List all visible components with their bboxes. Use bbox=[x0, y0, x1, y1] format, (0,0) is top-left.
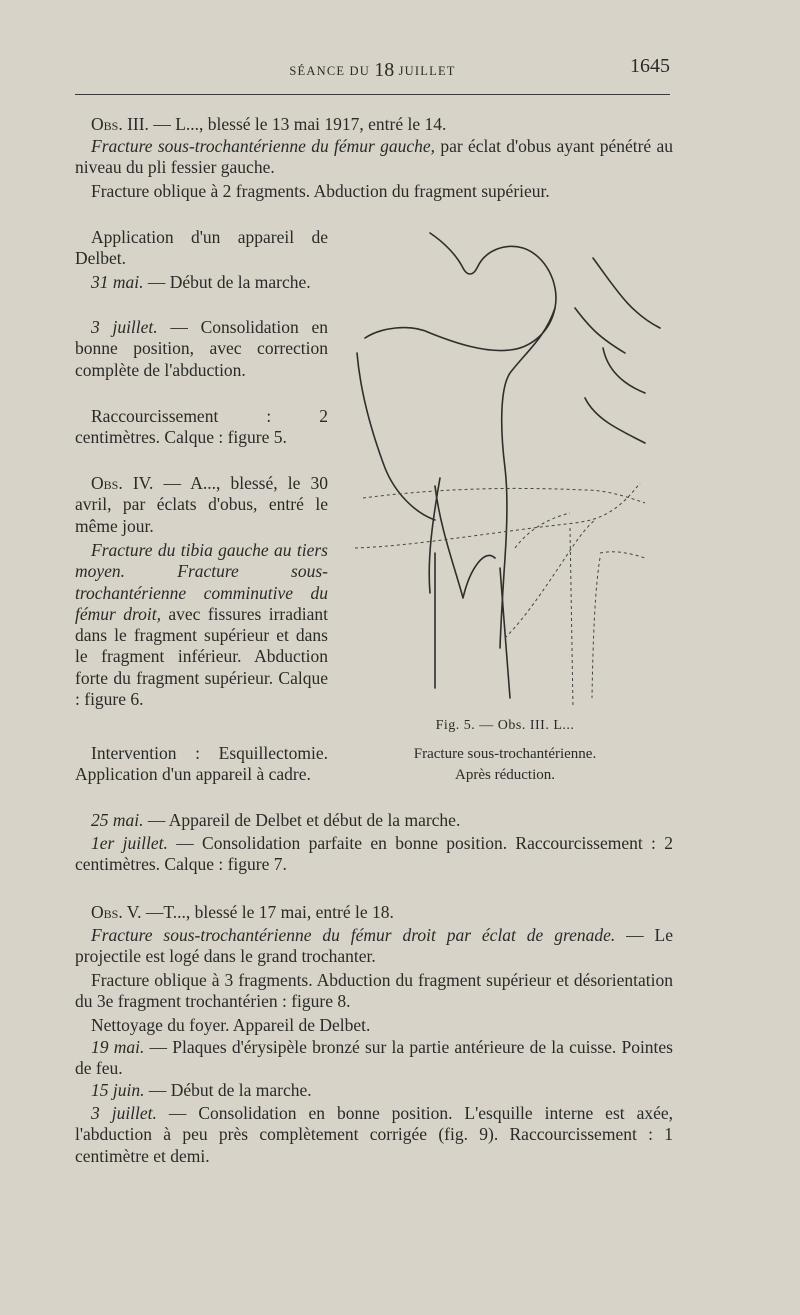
obs4-para-3-rest: — Appareil de Delbet et début de la marche. bbox=[143, 810, 461, 830]
running-title-b: JUILLET bbox=[394, 64, 456, 78]
obs3-para-1-rest: par éclat d'obus ayant pénétré au niveau du pli fessier gauche. bbox=[75, 136, 673, 178]
lower-shaft-right bbox=[500, 568, 510, 698]
running-title-a: SÉANCE DU bbox=[289, 64, 375, 78]
projection-line-6 bbox=[592, 558, 600, 698]
obs5-diagnosis: Fracture sous-trochantérienne du fémur droit par éclat de grenade. bbox=[91, 925, 616, 945]
acetabulum-arc-1 bbox=[593, 258, 660, 328]
obs3-para-5-rest: — Consolidation en bonne position, avec correction complète de l'abduction. bbox=[75, 317, 329, 380]
obs5-para-5-rest: — Début de la marche. bbox=[144, 1080, 312, 1100]
running-header bbox=[75, 55, 670, 81]
obs5-para-6-rest: — Consolidation en bonne position. L'esquille interne est axée, l'abduction à peu près complètement corrigée (fig. 9). Raccourcissement : 1 centimètre et demi. bbox=[75, 1103, 674, 1166]
obs5-para-3: Nettoyage du foyer. Appareil de Delbet. bbox=[91, 1015, 371, 1035]
obs3-para-5 bbox=[75, 317, 328, 381]
obs3-para-1 bbox=[75, 136, 673, 179]
obs3-date-2: 3 juillet. bbox=[91, 317, 158, 337]
acetabulum-arc-3 bbox=[603, 348, 645, 393]
obs5-para-5 bbox=[75, 1080, 673, 1101]
projection-line-7 bbox=[600, 552, 645, 558]
obs4-date-1: 25 mai. bbox=[91, 810, 144, 830]
obs4-para-2: Intervention : Esquillectomie. Application d'un appareil à cadre. bbox=[75, 743, 328, 785]
obs3-date-1: 31 mai. bbox=[91, 272, 144, 292]
obs3-para-2: Fracture oblique à 2 fragments. Abduction du fragment supérieur. bbox=[91, 181, 550, 201]
obs5-date-2: 15 juin. bbox=[91, 1080, 145, 1100]
header-rule bbox=[75, 94, 670, 95]
obs4-para-4 bbox=[75, 833, 673, 876]
obs3-heading-rest: — L..., blessé le 13 mai 1917, entré le 14. bbox=[148, 114, 447, 134]
obs5-para-6 bbox=[75, 1103, 673, 1167]
acetabulum-arc-2 bbox=[575, 308, 625, 353]
figure-caption-label: Fig. 5. — Obs. III. L... bbox=[435, 718, 575, 733]
obs5-para-4 bbox=[75, 1037, 673, 1080]
obs5-para-2: Fracture oblique à 3 fragments. Abduction du fragment supérieur et désorientation du 3e fragment trochantérien : figure 8. bbox=[75, 970, 673, 1012]
page-number: 1645 bbox=[630, 55, 670, 77]
obs3-heading bbox=[75, 114, 673, 135]
obs5-date-1: 19 mai. bbox=[91, 1037, 145, 1057]
figure-caption-line-2: Fracture sous-trochantérienne. bbox=[413, 746, 597, 762]
obs4-diagnosis: Fracture du tibia gauche au tiers moyen. Fracture sous-trochantérienne comminutive du fémur droit, bbox=[75, 540, 328, 624]
obs3-para-3: Application d'un appareil de Delbet. bbox=[75, 227, 328, 269]
projection-line-4 bbox=[505, 520, 595, 638]
femur-shaft-upper bbox=[357, 353, 435, 520]
figure-caption-line-3: Après réduction. bbox=[455, 767, 555, 783]
obs5-para-1 bbox=[75, 925, 673, 968]
obs4-para-1-rest: avec fissures irradiant dans le fragment supérieur et dans le fragment inférieur. Abduction forte du fragment supérieur. Calque : figure 6. bbox=[75, 603, 329, 710]
femur-neck-line bbox=[500, 308, 555, 648]
obs4-para-1 bbox=[75, 540, 328, 710]
obs5-para-1-rest: — Le projectile est logé dans le grand trochanter. bbox=[75, 925, 673, 967]
obs5-label: Obs. V. bbox=[91, 902, 142, 922]
obs3-diagnosis: Fracture sous-trochantérienne du fémur gauche, bbox=[91, 136, 436, 156]
projection-line-3 bbox=[515, 513, 570, 548]
obs4-para-3 bbox=[75, 810, 673, 831]
obs4-date-2: 1er juillet. bbox=[91, 833, 168, 853]
obs5-para-4-rest: — Plaques d'érysipèle bronzé sur la partie antérieure de la cuisse. Pointes de feu. bbox=[75, 1037, 673, 1079]
obs3-para-6: Raccourcissement : 2 centimètres. Calque : figure 5. bbox=[75, 406, 328, 448]
running-title bbox=[75, 59, 670, 82]
obs4-heading bbox=[75, 473, 328, 537]
obs4-label: Obs. IV. bbox=[91, 473, 154, 493]
running-title-number: 18 bbox=[374, 59, 395, 81]
femur-tracing-figure bbox=[345, 228, 665, 728]
upper-fragment-end bbox=[435, 486, 495, 598]
obs5-date-3: 3 juillet. bbox=[91, 1103, 157, 1123]
projection-line-5 bbox=[570, 528, 573, 708]
obs3-para-4 bbox=[75, 272, 328, 293]
obs5-heading-rest: —T..., blessé le 17 mai, entré le 18. bbox=[141, 902, 394, 922]
pelvis-curve bbox=[585, 398, 645, 443]
obs3-label: Obs. III. bbox=[91, 114, 149, 134]
obs3-para-4-rest: — Début de la marche. bbox=[143, 272, 311, 292]
projection-line-2 bbox=[355, 483, 640, 548]
obs4-heading-rest: — A..., blessé, le 30 avril, par éclats d'obus, entré le même jour. bbox=[75, 473, 328, 536]
obs5-heading bbox=[75, 902, 673, 923]
obs4-para-4-rest: — Consolidation parfaite en bonne position. Raccourcissement : 2 centimètres. Calque : figure 7. bbox=[75, 833, 674, 875]
femur-head-outline bbox=[365, 233, 556, 351]
